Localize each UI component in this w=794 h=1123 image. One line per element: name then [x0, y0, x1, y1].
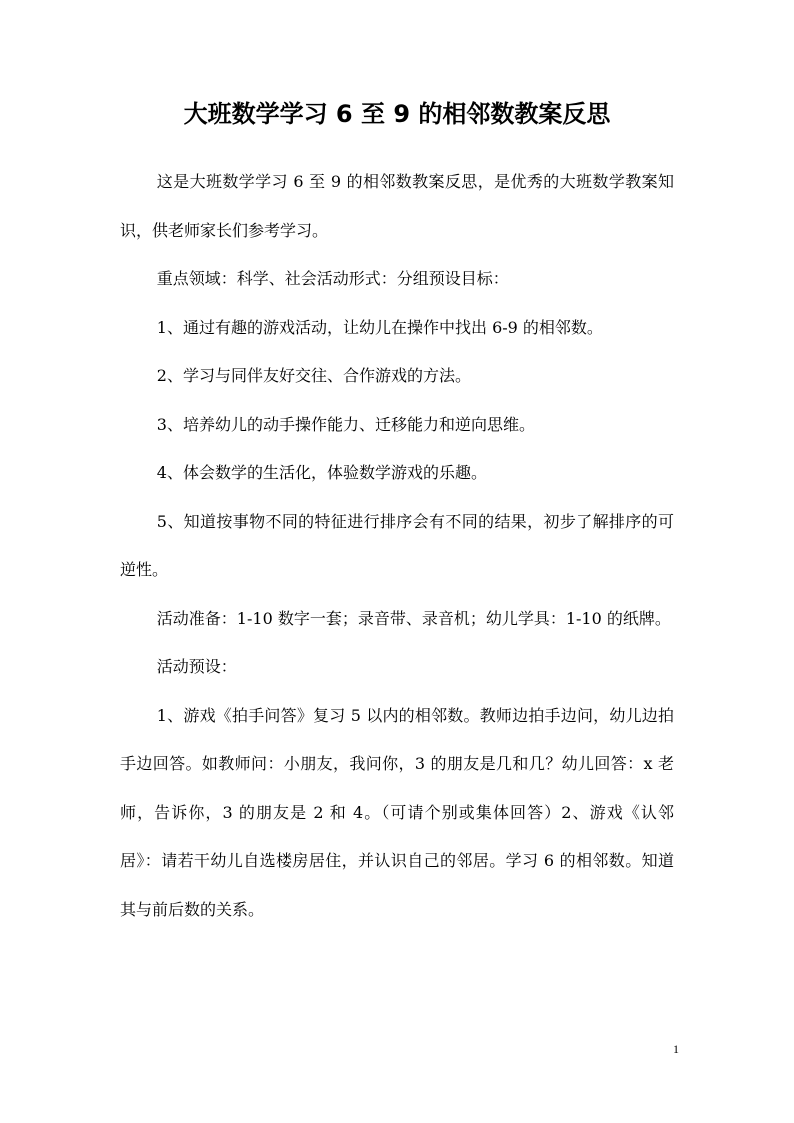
paragraph-goal-5: 5、知道按事物不同的特征进行排序会有不同的结果，初步了解排序的可逆性。	[120, 511, 674, 579]
paragraph-activity-heading: 活动预设：	[156, 657, 237, 676]
paragraph-goal-2: 2、学习与同伴友好交往、合作游戏的方法。	[156, 366, 471, 385]
document-body	[120, 158, 674, 934]
paragraph-preparation: 活动准备：1-10 数字一套；录音带、录音机；幼儿学具：1-10 的纸牌。	[156, 608, 671, 628]
paragraph-domain: 重点领域：科学、社会活动形式：分组预设目标：	[156, 269, 509, 288]
paragraph-goal-4: 4、体会数学的生活化，体验数学游戏的乐趣。	[156, 463, 487, 482]
paragraph-activity-games: 1、游戏《拍手问答》复习 5 以内的相邻数。教师边拍手边问，幼儿边拍手边回答。如教师问：小朋友，我问你，3 的朋友是几和几？幼儿回答：x 老师，告诉你，3 的朋友是 2 和 4。（可请个别或集体回答）2、游戏《认邻居》：请若干幼儿自选楼房居住，并认识自己的邻居。学习 6 的相邻数。知道其与前后数的关系。	[120, 705, 674, 919]
paragraph-goal-3: 3、培养幼儿的动手操作能力、迁移能力和逆向思维。	[156, 414, 535, 434]
document-title: 大班数学学习 6 至 9 的相邻数教案反思	[183, 100, 611, 128]
paragraph-intro: 这是大班数学学习 6 至 9 的相邻数教案反思，是优秀的大班数学教案知识，供老师家长们参考学习。	[120, 172, 674, 240]
paragraph-goal-1: 1、通过有趣的游戏活动，让幼儿在操作中找出 6-9 的相邻数。	[156, 317, 603, 337]
page-number: 1	[673, 1042, 679, 1056]
